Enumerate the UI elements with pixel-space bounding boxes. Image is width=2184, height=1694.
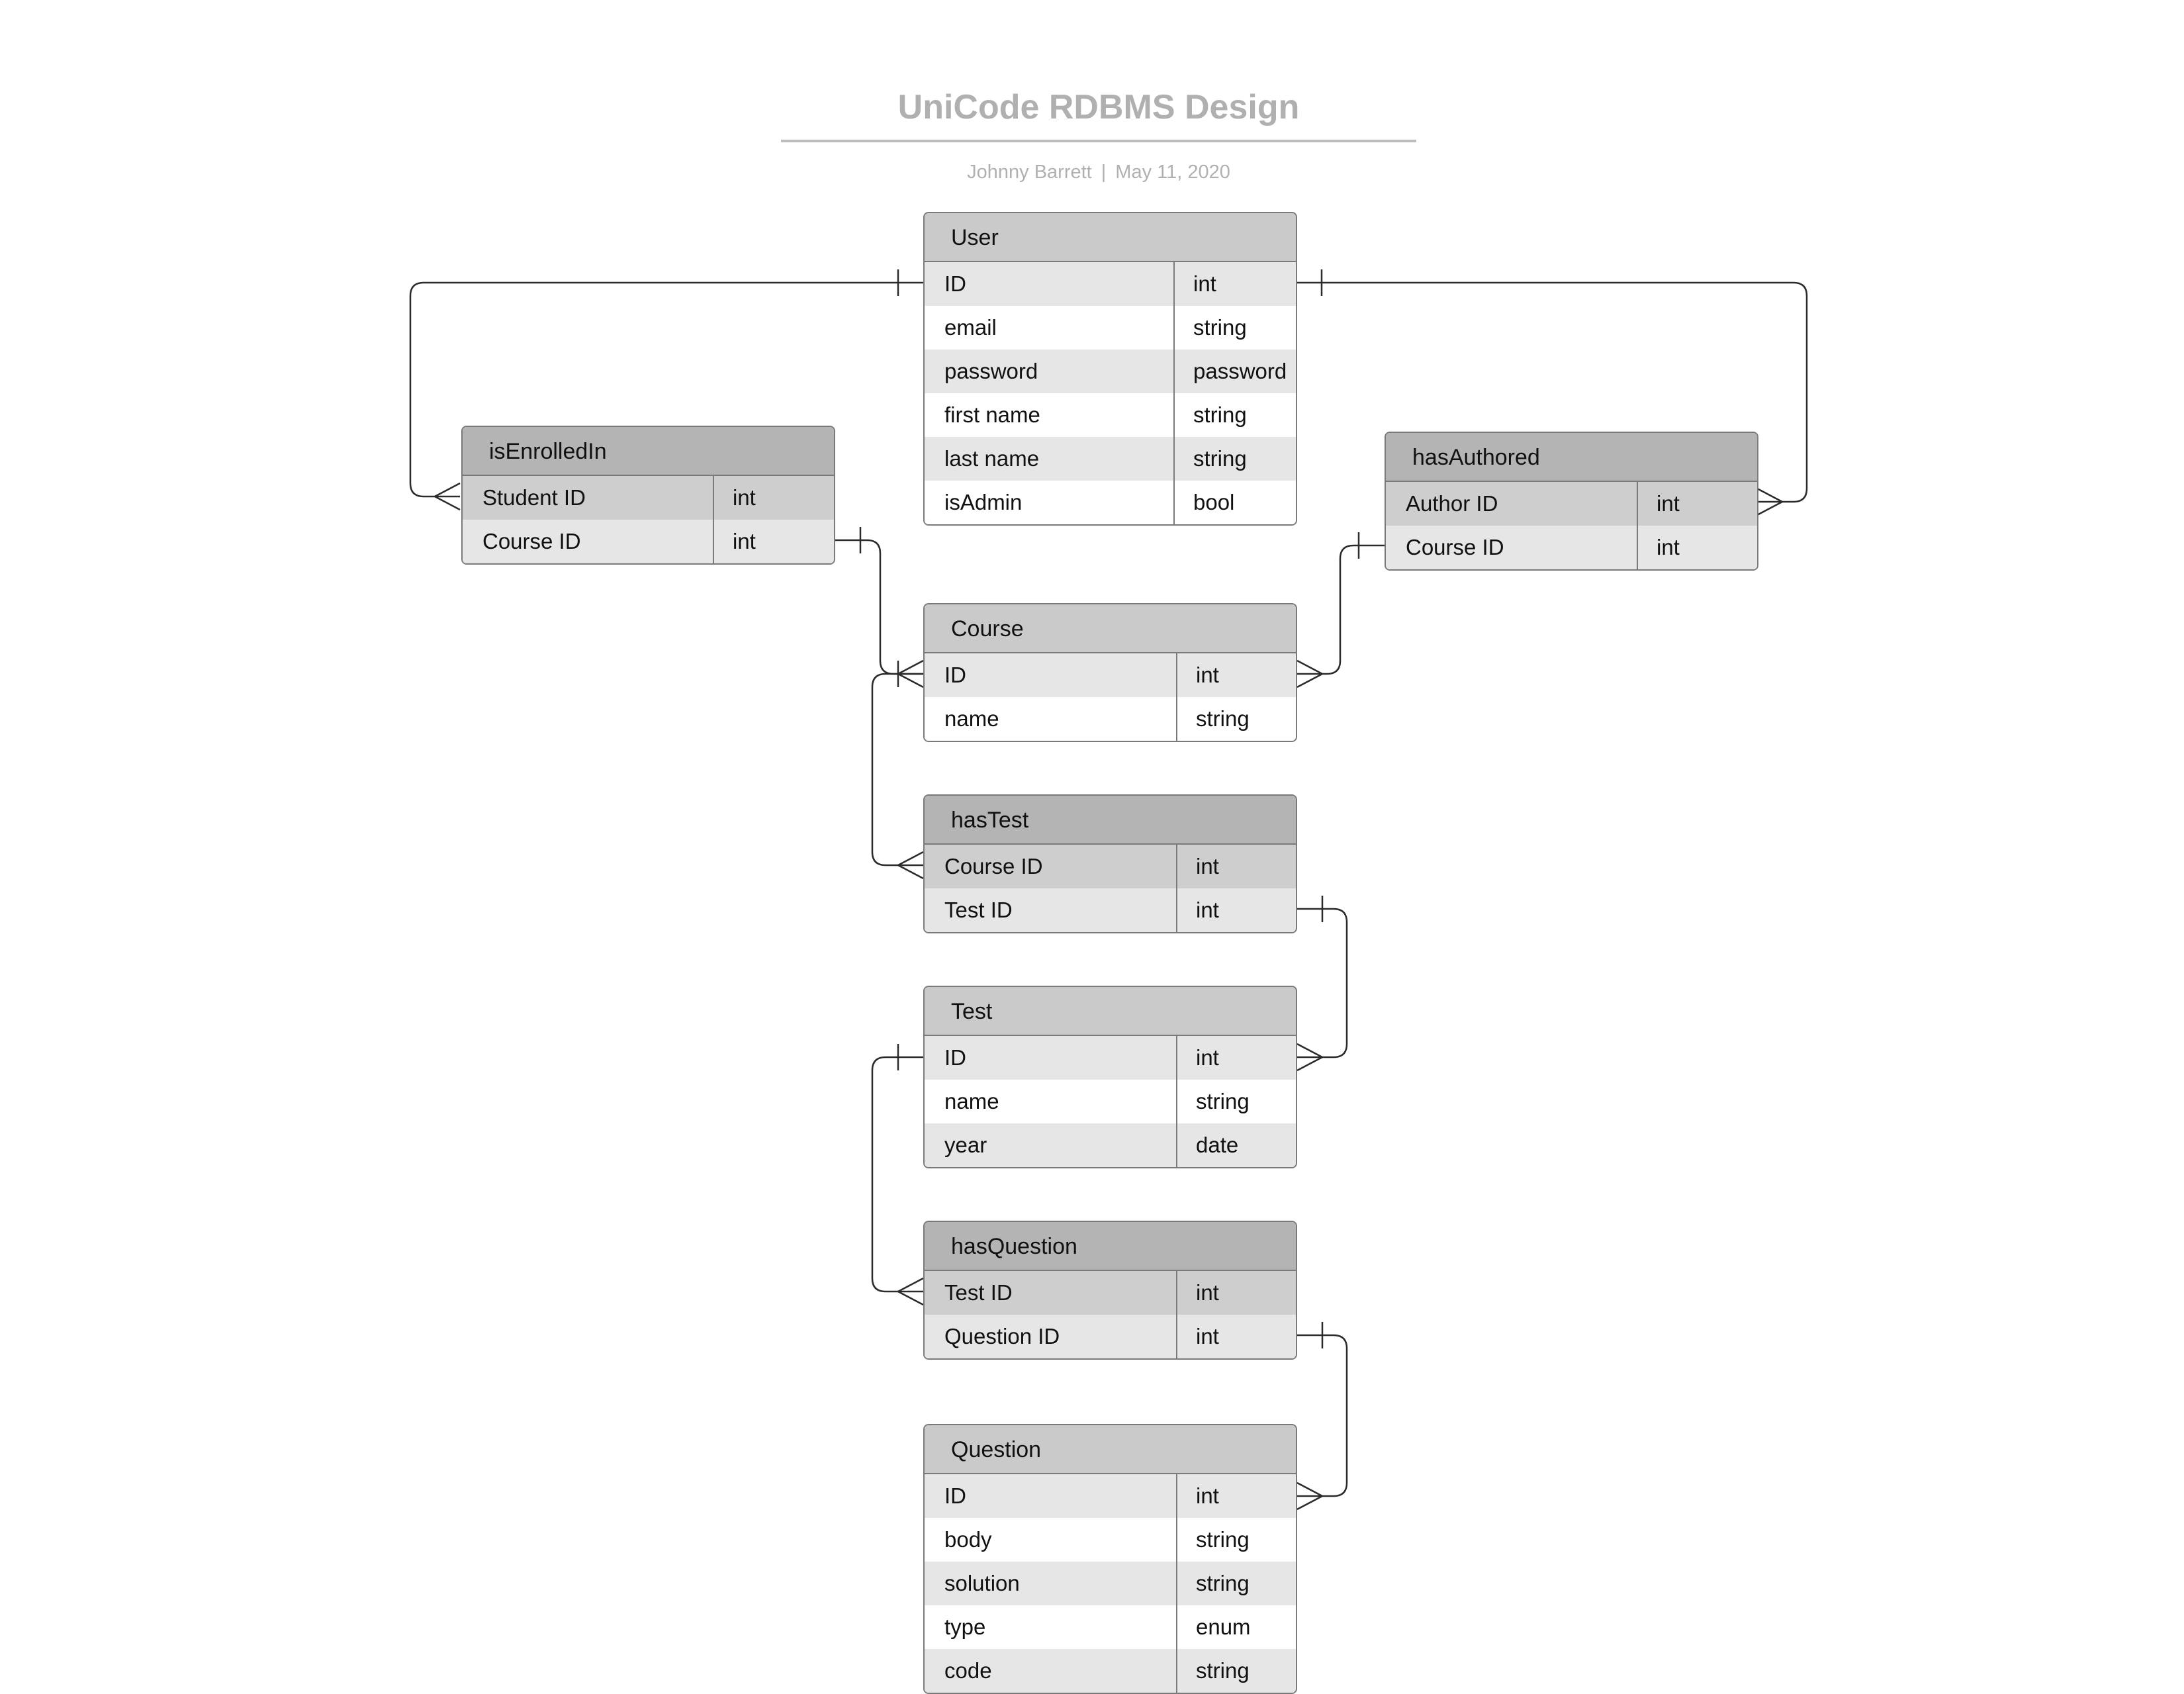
table-row <box>925 437 1296 481</box>
field-name: Test ID <box>925 888 1177 932</box>
field-type: bool <box>1193 490 1235 514</box>
field-name: ID <box>925 1036 1177 1080</box>
byline-separator: | <box>1101 162 1107 183</box>
table-row <box>925 1080 1296 1123</box>
field-name: name <box>925 1080 1177 1123</box>
entity-question[interactable] <box>923 1424 1297 1694</box>
field-type: string <box>1196 706 1250 731</box>
table-row <box>925 1518 1296 1562</box>
field-name: email <box>925 306 1175 350</box>
field-name: ID <box>925 1474 1177 1518</box>
table-row <box>925 1562 1296 1605</box>
table-row <box>925 350 1296 393</box>
field-name: Course ID <box>925 845 1177 888</box>
field-type: date <box>1196 1133 1239 1157</box>
entity-header: isEnrolledIn <box>463 427 834 476</box>
table-row <box>925 1123 1296 1167</box>
connector-is-enrolled-in-course <box>835 540 923 674</box>
field-type: int <box>1657 535 1680 559</box>
field-name: Test ID <box>925 1271 1177 1315</box>
document-title: UniCode RDBMS Design <box>897 88 1300 126</box>
entity-user[interactable] <box>923 212 1297 526</box>
document-date: May 11, 2020 <box>1115 162 1230 183</box>
field-type: string <box>1193 446 1247 471</box>
field-name: isAdmin <box>925 481 1175 524</box>
table-row <box>925 1271 1296 1315</box>
connector-test-has-question <box>872 1057 923 1292</box>
field-name: first name <box>925 393 1175 437</box>
field-type: int <box>733 485 756 510</box>
author-name: Johnny Barrett <box>967 162 1092 183</box>
table-row <box>925 845 1296 888</box>
field-type: int <box>1657 491 1680 516</box>
table-row <box>925 653 1296 697</box>
field-type: string <box>1193 402 1247 427</box>
table-row <box>1386 482 1757 526</box>
field-name: Student ID <box>463 476 714 520</box>
field-name: type <box>925 1605 1177 1649</box>
field-type: int <box>1196 1324 1219 1348</box>
field-type: int <box>1196 898 1219 922</box>
field-type: string <box>1196 1571 1250 1595</box>
field-type: string <box>1196 1089 1250 1113</box>
field-name: Question ID <box>925 1315 1177 1358</box>
table-row <box>1386 526 1757 569</box>
connector-has-test-test <box>1297 909 1347 1057</box>
table-row <box>925 306 1296 350</box>
field-name: Author ID <box>1386 482 1638 526</box>
entity-has-authored[interactable] <box>1385 432 1758 571</box>
field-name: ID <box>925 262 1175 306</box>
field-name: solution <box>925 1562 1177 1605</box>
table-row <box>925 1036 1296 1080</box>
entity-has-question[interactable] <box>923 1221 1297 1360</box>
field-name: Course ID <box>463 520 714 563</box>
field-name: Course ID <box>1386 526 1638 569</box>
entity-header: hasQuestion <box>925 1222 1296 1271</box>
table-row <box>925 393 1296 437</box>
table-row <box>925 481 1296 524</box>
table-row <box>925 1315 1296 1358</box>
field-type: int <box>1196 854 1219 878</box>
field-name: ID <box>925 653 1177 697</box>
connector-has-question-question <box>1297 1335 1347 1496</box>
connector-course-has-test <box>872 674 923 865</box>
field-name: year <box>925 1123 1177 1167</box>
field-name: code <box>925 1649 1177 1693</box>
field-type: int <box>1196 1045 1219 1070</box>
field-type: int <box>1196 1483 1219 1508</box>
connector-has-authored-course <box>1297 545 1385 674</box>
entity-has-test[interactable] <box>923 794 1297 933</box>
table-row <box>925 1605 1296 1649</box>
field-type: string <box>1196 1527 1250 1552</box>
field-type: string <box>1193 315 1247 340</box>
table-row <box>925 888 1296 932</box>
entity-header: hasAuthored <box>1386 433 1757 482</box>
entity-header: Test <box>925 987 1296 1036</box>
field-type: int <box>1196 663 1219 687</box>
entity-header: User <box>925 213 1296 262</box>
entity-test[interactable] <box>923 986 1297 1168</box>
field-name: last name <box>925 437 1175 481</box>
table-row <box>925 1474 1296 1518</box>
field-name: password <box>925 350 1175 393</box>
field-type: int <box>1193 271 1216 296</box>
field-type: string <box>1196 1658 1250 1683</box>
entity-course[interactable] <box>923 603 1297 742</box>
field-type: password <box>1193 359 1287 383</box>
entity-header: Question <box>925 1425 1296 1474</box>
table-row <box>463 476 834 520</box>
field-type: int <box>1196 1280 1219 1305</box>
table-row <box>925 697 1296 741</box>
entity-is-enrolled-in[interactable] <box>461 426 835 565</box>
entity-header: hasTest <box>925 796 1296 845</box>
entity-header: Course <box>925 604 1296 653</box>
field-name: name <box>925 697 1177 741</box>
field-type: int <box>733 529 756 553</box>
field-type: enum <box>1196 1615 1251 1639</box>
table-row <box>463 520 834 563</box>
field-name: body <box>925 1518 1177 1562</box>
table-row <box>925 262 1296 306</box>
table-row <box>925 1649 1296 1693</box>
